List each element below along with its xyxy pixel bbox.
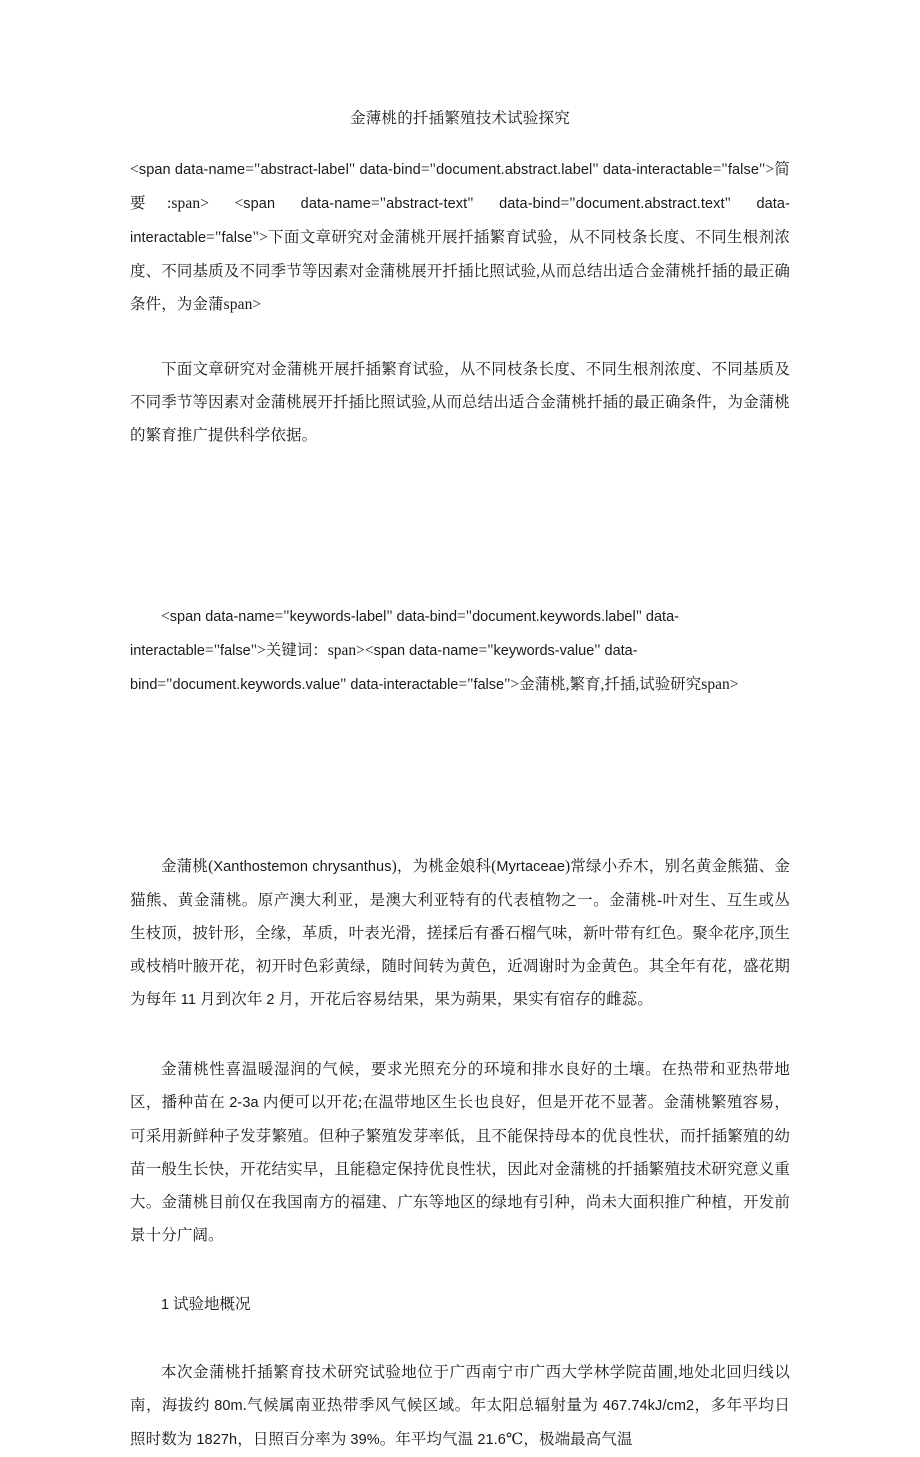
- spacer: [130, 702, 790, 850]
- spacer: [130, 1322, 790, 1356]
- spacer: [130, 1017, 790, 1053]
- spacer: [130, 321, 790, 353]
- spacer: [130, 452, 790, 600]
- body-paragraph-2: 金蒲桃性喜温暖湿润的气候，要求光照充分的环境和排水良好的土壤。在热带和亚热带地区，播种苗在 2-3a 内便可以开花;在温带地区生长也良好，但是开花不显著。金蒲桃繁殖容易，可采用新鲜种子发芽繁殖。但种子繁殖发芽率低，且不能保持母本的优良性状，而扦插繁殖的幼苗一般生长快，开花结实早，且能稳定保持优良性状，因此对金蒲桃的扦插繁殖技术研究意义重大。金蒲桃目前仅在我国南方的福建、广东等地区的绿地有引种，尚未大面积推广种植，开发前景十分广阔。: [130, 1061, 791, 1245]
- section-heading-1: 1 试验地概况: [161, 1296, 251, 1314]
- keywords-line: <span data-name="keywords-label" data-bind="document.keywords.label" data-interactable="false">关键词：span><span data-name="keywords-value" data-bind="document.keywords.value" data-interactable="false">金蒲桃,繁育,扦插,试验研究span>: [130, 608, 739, 694]
- document-content: [130, 0, 790, 1457]
- spacer: [130, 1252, 790, 1288]
- summary-paragraph: 下面文章研究对金蒲桃开展扦插繁育试验，从不同枝条长度、不同生根剂浓度、不同基质及不同季节等因素对金蒲桃展开扦插比照试验,从而总结出适合金蒲桃扦插的最正确条件，为金蒲桃的繁育推广提供科学依据。: [130, 361, 790, 445]
- page-title: 金薄桃的扦插繁殖技术试验探究: [350, 110, 570, 127]
- section-paragraph-1: 本次金蒲桃扦插繁育技术研究试验地位于广西南宁市广西大学林学院苗圃,地处北回归线以南，海拔约 80m.气候属南亚热带季风气候区域。年太阳总辐射量为 467.74kJ/cm2，多年平均日照时数为 1827h，日照百分率为 39%。年平均气温 21.6℃，极端最高气温: [130, 1364, 790, 1449]
- body-paragraph-1: 金蒲桃(Xanthostemon chrysanthus)，为桃金娘科(Myrtaceae)常绿小乔木，别名黄金熊猫、金猫熊、黄金蒲桃。原产澳大利亚，是澳大利亚特有的代表植物之一。金蒲桃-叶对生、互生或丛生枝顶，披针形，全缘，革质，叶表光滑，搓揉后有番石榴气味，新叶带有红色。聚伞花序,顶生或枝梢叶腋开花，初开时色彩黄绿，随时间转为黄色，近凋谢时为金黄色。其全年有花，盛花期为每年 11 月到次年 2 月，开花后容易结果，果为蒴果，果实有宿存的雌蕊。: [130, 858, 791, 1009]
- abstract-paragraph: <span data-name="abstract-label" data-bind="document.abstract.label" data-interactable="false">简要:span> <span data-name="abstract-text" data-bind="document.abstract.text" data-interactable="false">下面文章研究对金蒲桃开展扦插繁育试验，从不同枝条长度、不同生根剂浓度、不同基质及不同季节等因素对金蒲桃展开扦插比照试验,从而总结出适合金蒲桃扦插的最正确条件，为金蒲span>: [130, 161, 791, 314]
- spacer: [130, 130, 790, 153]
